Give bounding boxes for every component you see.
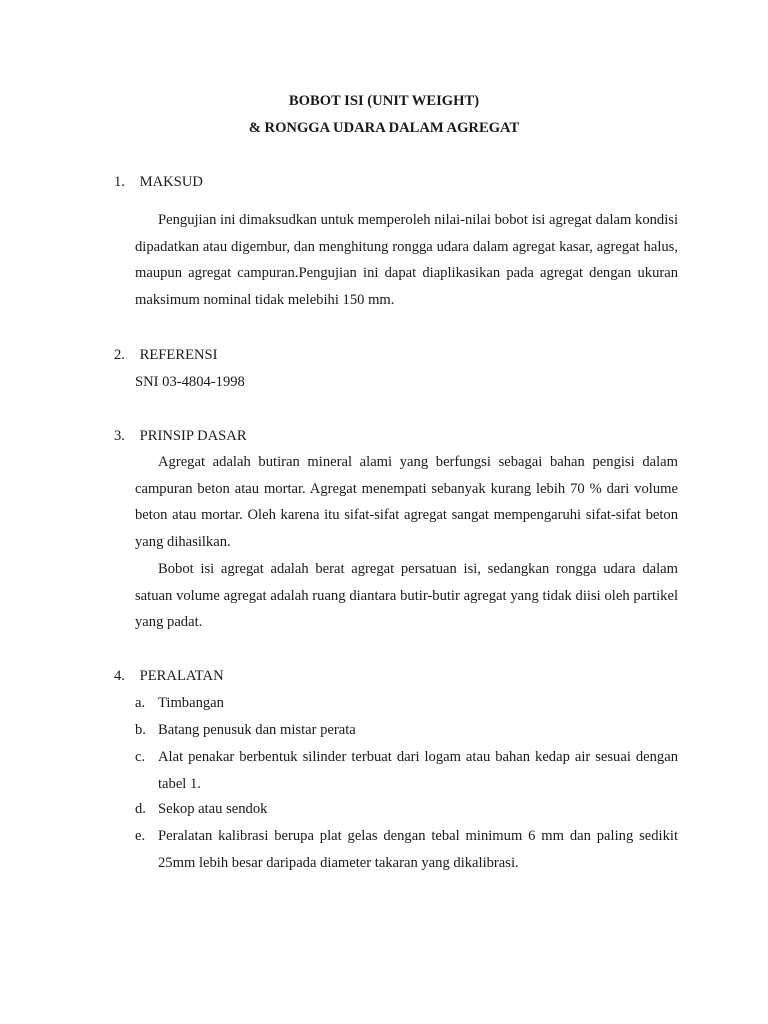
- list-item-text: Peralatan kalibrasi berupa plat gelas dengan tebal minimum 6 mm dan paling sedikit 25mm lebih besar daripada diameter takaran yang dikalibrasi.: [158, 828, 678, 871]
- prinsip-paragraph-1: Agregat adalah butiran mineral alami yang berfungsi sebagai bahan pengisi dalam campuran beton atau mortar. Agregat menempati sebanyak kurang lebih 70 % dari volume beton atau mortar. Oleh karena itu sifat-sifat agregat sangat mempengaruhi sifat-sifat beton yang dihasilkan.: [135, 454, 678, 551]
- list-item: [135, 744, 678, 798]
- list-item: [135, 717, 678, 744]
- list-item-letter: a.: [135, 695, 146, 711]
- section-heading-referensi: [114, 347, 218, 364]
- section-number: 1.: [114, 174, 125, 190]
- section-number: 3.: [114, 428, 125, 444]
- section-title: PERALATAN: [139, 668, 224, 684]
- list-item-text: Alat penakar berbentuk silinder terbuat dari logam atau bahan kedap air sesuai dengan tabel 1.: [158, 749, 678, 792]
- section-title: REFERENSI: [139, 347, 218, 363]
- list-item-letter: d.: [135, 801, 146, 817]
- reference-standard: SNI 03-4804-1998: [135, 374, 245, 390]
- list-item: [135, 796, 678, 823]
- list-item-letter: e.: [135, 828, 146, 844]
- list-item: [135, 823, 678, 877]
- list-item-text: Sekop atau sendok: [158, 801, 268, 817]
- section-heading-prinsip-dasar: [114, 428, 247, 445]
- section-title: PRINSIP DASAR: [139, 428, 247, 444]
- maksud-paragraph: Pengujian ini dimaksudkan untuk memperoleh nilai-nilai bobot isi agregat dalam kondisi dipadatkan atau digembur, dan menghitung rongga udara dalam agregat kasar, agregat halus, maupun agregat campuran.Pengujian ini dapat diaplikasikan pada agregat dengan ukuran maksimum nominal tidak melebihi 150 mm.: [135, 212, 678, 309]
- list-item: [135, 690, 678, 717]
- prinsip-paragraph-2: Bobot isi agregat adalah berat agregat persatuan isi, sedangkan rongga udara dalam satuan volume agregat adalah ruang diantara butir-butir agregat yang tidak diisi oleh partikel yang padat.: [135, 561, 678, 631]
- document-title-line-2: & RONGGA UDARA DALAM AGREGAT: [248, 120, 520, 136]
- document-title-line-1: BOBOT ISI (UNIT WEIGHT): [288, 93, 480, 109]
- list-item-letter: b.: [135, 722, 146, 738]
- section-number: 2.: [114, 347, 125, 363]
- list-item-text: Timbangan: [158, 695, 224, 711]
- section-heading-peralatan: [114, 668, 224, 685]
- list-item-text: Batang penusuk dan mistar perata: [158, 722, 356, 738]
- section-heading-maksud: [114, 174, 203, 191]
- list-item-letter: c.: [135, 749, 146, 765]
- section-title: MAKSUD: [139, 174, 203, 190]
- section-number: 4.: [114, 668, 125, 684]
